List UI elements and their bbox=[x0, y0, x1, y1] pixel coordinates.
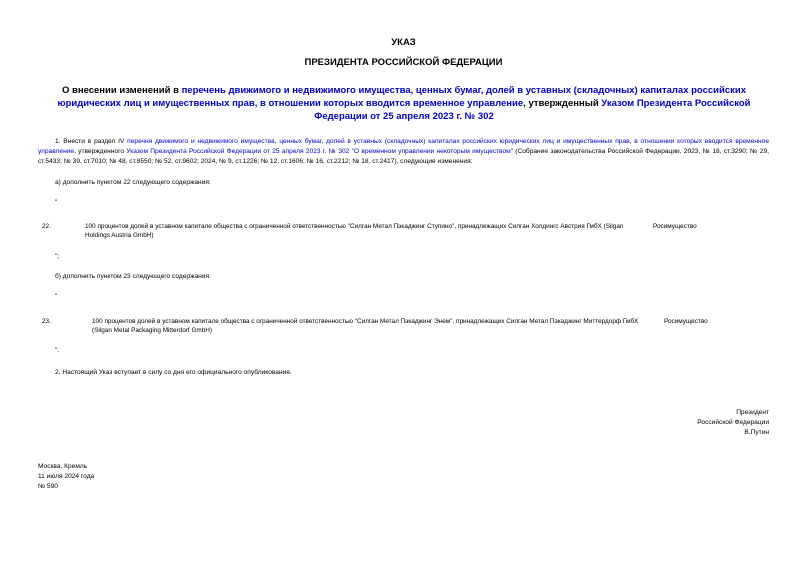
paragraph-1 bbox=[38, 137, 769, 167]
subject-text-2: , утвержденный bbox=[523, 98, 602, 109]
issuance-place: Москва, Кремль bbox=[38, 463, 88, 470]
signature-country: Российской Федерации bbox=[697, 419, 769, 426]
p1-text-1: 1. Внести в раздел IV bbox=[55, 138, 128, 145]
row23-text: 100 процентов долей в уставном капитале общества с ограниченной ответственностью "Силган Метал Пэкаджинг Энем", принадлежащих Силган Метал Пэкаджинг Миттердорф ГмбХ (Silgan Metal Packaging Mitterdorf GmbH) bbox=[92, 318, 639, 334]
subject-link-list[interactable]: перечень движимого и недвижимого имущества, ценных бумаг, долей в уставных (складочных) капиталах российских юридических лиц и имущественных прав, в отношении которых вводится временное управление bbox=[57, 85, 747, 109]
signature-name: В.Путин bbox=[744, 429, 769, 436]
row23-number: 23. bbox=[42, 318, 51, 325]
quote-close-a: "; bbox=[55, 253, 60, 260]
document-subject bbox=[38, 84, 770, 123]
p1-text-2: , утвержденного bbox=[74, 148, 127, 155]
item-a: а) дополнить пунктом 22 следующего содержания: bbox=[55, 179, 211, 186]
signature-title: Президент bbox=[736, 409, 769, 416]
quote-close-b: ". bbox=[55, 347, 60, 354]
subject-text-1: О внесении изменений в bbox=[61, 85, 182, 96]
quote-open-b: " bbox=[55, 293, 58, 300]
row23-manager: Росимущество bbox=[664, 318, 708, 325]
item-b: б) дополнить пунктом 23 следующего содержания: bbox=[55, 273, 211, 280]
paragraph-2: 2. Настоящий Указ вступает в силу со дня его официального опубликования. bbox=[55, 369, 292, 376]
row22-manager: Росимущество bbox=[653, 223, 697, 230]
issuance-date: 11 июля 2024 года bbox=[38, 473, 95, 480]
row22-number: 22. bbox=[42, 223, 51, 230]
document-issuer: ПРЕЗИДЕНТА РОССИЙСКОЙ ФЕДЕРАЦИИ bbox=[304, 57, 503, 68]
row22-text: 100 процентов долей в уставном капитале общества с ограниченной ответственностью "Силган Метал Пэкаджинг Ступино", принадлежащих Силган Холдингс Австрия ГмбХ (Silgan Holdings Austria GmbH) bbox=[85, 223, 624, 239]
p1-link-list[interactable]: перечня движимого и недвижимого имущества, ценных бумаг, долей в уставных (складочных) капиталах российских юридических лиц и имущественных прав, в отношении которых вводится временное управление bbox=[38, 138, 769, 155]
p1-link-decree[interactable]: Указом Президента Российской Федерации от 25 апреля 2023 г. № 302 "О временном управлении некоторым имуществом" bbox=[126, 148, 514, 155]
signature-block bbox=[697, 408, 769, 438]
p1-text-3: (Собрание законодательства Российской Федерации, 2023, № 18, ст.3290; № 29, ст.5433; № 39, ст.7010; № 48, ст.8550; № 52, ст.9602; 2024, № 9, ст.1226; № 12, ст.1606; № 16, ст.2212; № 18, ст.2417), следующие изменения: bbox=[38, 148, 769, 165]
issuance-block bbox=[38, 462, 94, 492]
quote-open-a: " bbox=[55, 199, 58, 206]
issuance-number: № 590 bbox=[38, 483, 58, 490]
subject-link-decree[interactable]: Указом Президента Российской Федерации от 25 апреля 2023 г. № 302 bbox=[314, 98, 751, 122]
document-title: УКАЗ bbox=[391, 37, 416, 48]
